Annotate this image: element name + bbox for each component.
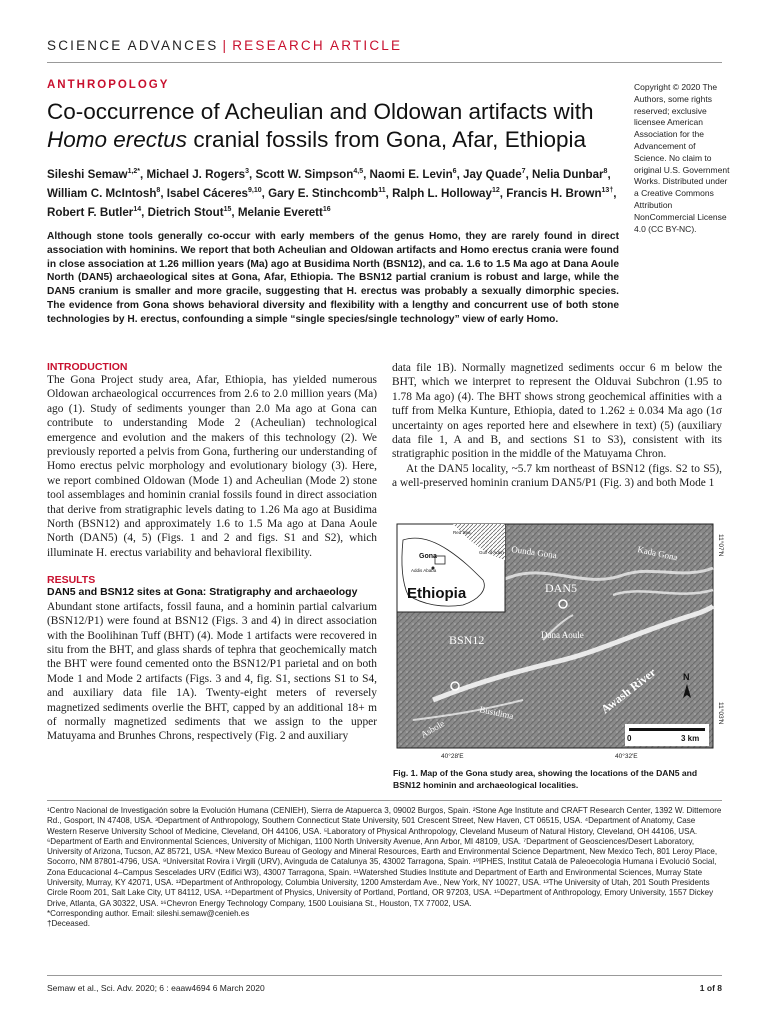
author-name: Dietrich Stout$^{15}$ — [147, 205, 232, 219]
results-subheading: DAN5 and BSN12 sites at Gona: Stratigraphy and archaeology — [47, 586, 358, 599]
author-affiliation-sup: 8 — [603, 168, 608, 175]
author-affiliation-sup: 8 — [156, 186, 161, 194]
page-footer — [47, 983, 722, 993]
author-affiliation-sup: 14 — [133, 205, 142, 213]
section-label: ANTHROPOLOGY — [47, 79, 170, 91]
header-separator: | — [222, 38, 229, 53]
author-name: Francis H. Brown$^{13\dagger}$ — [506, 186, 614, 200]
lat-label-2: 11°03′N — [717, 702, 724, 725]
author-affiliation-sup: 1,2* — [127, 168, 141, 175]
caption-label: Fig. 1. — [393, 768, 418, 778]
author-name: Michael J. Rogers$^3$ — [146, 167, 249, 181]
journal-name: SCIENCE ADVANCES — [47, 38, 219, 53]
author-affiliation-sup: 6 — [452, 168, 457, 175]
col2-para-2: At the DAN5 locality, ~5.7 km northeast of BSN12 (figs. S2 to S5), a well-preserved hominin cranium DAN5/P1 (Fig. 3) and both Mode 1 — [392, 462, 722, 490]
kada-gona-label: Kada Gona — [636, 544, 679, 563]
title-line-2: cranial fossils from Gona, Afar, Ethiopia — [187, 127, 586, 152]
copyright-notice: Copyright © 2020 The Authors, some rights reserved; exclusive licensee American Association for the Advancement of Science. No claim to original U.S. Government Works. Distributed under a Creative Commons Attribution NonCommercial License 4.0 (CC BY-NC). — [634, 82, 730, 234]
red-sea-label: Red Sea — [453, 530, 471, 535]
gona-inset-label: Gona — [419, 553, 437, 560]
busidima-label: Busidima — [478, 704, 515, 722]
header-rule — [47, 62, 722, 63]
results-heading: RESULTS — [47, 574, 96, 587]
corresponding-author: *Corresponding author. Email: sileshi.semaw@cenieh.es — [47, 908, 250, 918]
asbole-label: Asbole — [419, 718, 447, 740]
intro-text: The Gona Project study area, Afar, Ethiopia, has yielded numerous Oldowan archaeological occurrences from 2.6 to 2.0 million years (Ma) ago (1). Study of sediments younger than 2.0 Ma ago at Gona can contribute to understanding Mode 2 (Acheulian) technological emergence and evolution and the makers of this technology (2). We previously reported a pelvis from Gona, furthering our understanding of Homo erectus pelvic morphology and evolutionary biology (3). Here, we report combined Oldowan (Mode 1) and Acheulian (Mode 2) stone tool assemblages and hominin cranial fossils found in direct association that derive from stratigraphic levels dating to 1.26 Ma ago at Busidima North (BSN12) and approximately 1.6 to 1.5 Ma ago at Dana Aoule North (DAN5) (4, 5) (Figs. 1 and 2 and figs. S1 and S2), which illuminate H. erectus variability and behavioral flexibility. — [47, 374, 377, 559]
author-name: Naomi E. Levin$^6$ — [369, 167, 457, 181]
affiliation-rule — [47, 800, 722, 801]
results-text: Abundant stone artifacts, fossil fauna, and a hominin partial calvarium (BSN12/P1) were found at BSN12 (Figs. 3 and 4) in direct association with the Boolihinan Tuff (BHT) (4). Mode 1 artifacts were recovered in situ from the BHT, and glass shards of tephra that geochemically match the BHT were found cemented onto the BSN12/P1 parietal and on both Mode 1 and Mode 2 artifacts (Figs. 3 and 4, fig. S1, sections S1 to S4, and auxiliary data file 1A). Twenty-eight meters of reversely magnetized sediments overlie the BHT, capped by an additional 18+ m of normally magnetized sediments that we assign to the upper Matuyama and Brunhes Chrons, respectively (Fig. 2 and auxiliary — [47, 600, 377, 743]
lon-label-1: 40°28′E — [441, 753, 464, 760]
lon-label-2: 40°32′E — [615, 753, 638, 760]
footer-citation: Semaw et al., Sci. Adv. 2020; 6 : eaaw4694 6 March 2020 — [47, 983, 265, 993]
gulf-label: Gulf of Aden — [479, 550, 504, 555]
author-name: Gary E. Stinchcomb$^{11}$ — [268, 186, 386, 200]
page-number: 1 of 8 — [699, 983, 722, 993]
author-name: Robert F. Butler$^{14}$ — [47, 205, 142, 219]
author-name: Nelia Dunbar$^8$ — [532, 167, 608, 181]
dana-aoule-label: Dana Aoule — [541, 630, 584, 640]
col2-para-1: data file 1B). Normally magnetized sediments occur 6 m below the BHT, which we interpret to represent the Olduvai Subchron (1.95 to 1.78 Ma ago) (4). The BHT shows strong geochemical affinities with a tuff from Melka Kunture, Ethiopia, dated to 1.262 ± 0.034 Ma ago (1σ uncertainty on ages reported here and elsewhere in text) (5) (auxiliary data file 1, A and B, and sections S1 to S3), consistent with its stratigraphic position in the middle of the Matuyama Chron. — [392, 362, 722, 461]
author-affiliation-sup: 16 — [322, 205, 331, 213]
affiliations-block — [47, 806, 722, 930]
author-affiliation-sup: 15 — [223, 205, 232, 213]
journal-header — [47, 38, 402, 53]
affiliations-text: ¹Centro Nacional de Investigación sobre la Evolución Humana (CENIEH), Sierra de Atapuerca 3, 09002 Burgos, Spain. ²Stone Age Institute and CRAFT Research Center, 1392 W. Dittemore Rd., Gosport, IN 47408, USA. ³Department of Anthropology, Southern Connecticut State University, 501 Crescent Street, New Haven, CT 06515, USA. ⁴Department of Anatomy, Case Western Reserve University School of Medicine, Cleveland, OH 44106, USA. ⁵Laboratory of Physical Anthropology, Cleveland Museum of Natural History, Cleveland, OH 44106, USA. ⁶Department of Earth and Environmental Sciences, University of Michigan, 1100 North University Avenue, Ann Arbor, MI 48109, USA. ⁷Department of Geosciences/Desert Laboratory, University of Arizona, Tucson, AZ 85721, USA. ⁸New Mexico Bureau of Geology and Mineral Resources, Earth and Environmental Science Department, New Mexico Tech, 801 Leroy Place, Socorro, NM 87801-4796, USA. ⁹Universitat Rovira i Virgili (URV), Avinguda de Catalunya 35, 43002 Tarragona, Spain. ¹⁰IPHES, Institut Català de Paleoecologia Humana i Evolució Social, Zona Educacional 4–Campus Sescelades URV (Edifici W3), 43007 Tarragona, Spain. ¹¹Watershed Studies Institute and Department of Earth and Environmental Sciences, Murray State University, Murray, KY 42071, USA. ¹²Department of Anthropology, Columbia University, 1200 Amsterdam Ave., New York, NY 10027, USA. ¹³The University of Utah, 201 South Presidents Circle Room 201, Salt Lake City, UT 84112, USA. ¹⁴Department of Physics, University of Portland, Portland, OR 97203, USA. ¹⁵Department of Anthropology, Emory University, 1557 Dickey Drive, Atlanta, GA 30322, USA. ¹⁶Chevron Energy Technology Company, 1500 Louisiana St., Houston, TX 77002, USA. — [47, 806, 722, 908]
column-left — [47, 361, 377, 744]
author-name: Scott W. Simpson$^{4,5}$ — [255, 167, 364, 181]
author-name: Sileshi Semaw$^{1,2*}$ — [47, 167, 141, 181]
author-name: William C. McIntosh$^8$ — [47, 186, 161, 200]
author-name: Ralph L. Holloway$^{12}$ — [392, 186, 500, 200]
author-affiliation-sup: 9,10 — [247, 186, 262, 194]
north-label: N — [683, 672, 690, 682]
bsn12-label: BSN12 — [449, 633, 485, 647]
author-affiliation-sup: 13† — [601, 186, 614, 194]
scale-zero: 0 — [627, 734, 632, 743]
ounda-gona-label: Ounda Gona — [510, 544, 558, 561]
deceased-note: †Deceased. — [47, 919, 90, 929]
author-name: Jay Quade$^7$ — [463, 167, 526, 181]
author-affiliation-sup: 3 — [245, 168, 249, 175]
caption-text: Map of the Gona study area, showing the locations of the DAN5 and BSN12 hominin and archaeological localities. — [393, 768, 698, 790]
author-affiliation-sup: 11 — [378, 186, 386, 194]
footer-rule — [47, 975, 722, 976]
author-affiliation-sup: 4,5 — [353, 168, 364, 175]
figure-caption — [393, 768, 723, 791]
column-right — [392, 361, 722, 491]
intro-heading: INTRODUCTION — [47, 361, 128, 373]
lat-label-1: 11°07′N — [717, 534, 724, 557]
author-name: Isabel Cáceres$^{9,10}$ — [166, 186, 262, 200]
dan5-label: DAN5 — [545, 581, 577, 595]
article-type: RESEARCH ARTICLE — [232, 38, 403, 53]
ethiopia-label: Ethiopia — [407, 585, 467, 602]
author-list: Sileshi Semaw$^{1,2*}$, Michael J. Rogers$^3$, Scott W. Simpson$^{4,5}$, Naomi E. Levin$^6$, Jay Quade$^7$, Nelia Dunbar$^8$, William C. McIntosh$^8$, Isabel Cáceres$^{9,10}$, Gary E. Stinchcomb$^{11}$, Ralph L. Holloway$^{12}$, Francis H. Brown$^{13\dagger}$, Robert F. Butler$^{14}$, Dietrich Stout$^{15}$, Melanie Everett$^{16}$ — [47, 167, 617, 219]
title-line-1: Co-occurrence of Acheulian and Oldowan artifacts with — [47, 99, 594, 124]
title-italic: Homo erectus — [47, 127, 188, 152]
awash-river-label: Awash River — [598, 665, 659, 717]
author-affiliation-sup: 12 — [491, 186, 500, 194]
abstract: Although stone tools generally co-occur with early members of the genus Homo, they are rarely found in direct association with hominins. We report that both Acheulian and Oldowan artifacts and Homo erectus crania were found in close association at 1.26 million years (Ma) ago at Busidima North (BSN12), and ca. 1.6 to 1.5 Ma ago at Dana Aoule North (DAN5) archaeological sites at Gona, Afar, Ethiopia. The BSN12 partial cranium is robust and large, while the DAN5 cranium is smaller and more gracile, suggesting that H. erectus was probably a sexually dimorphic species. The evidence from Gona shows behavioral diversity and flexibility with a lengthy and concurrent use of both stone technologies by H. erectus, confounding a simple “single species/single technology” view of early Homo. — [47, 231, 619, 325]
scale-bar — [625, 724, 709, 746]
ethiopia-inset — [397, 524, 505, 612]
addis-label: Addis Ababa — [411, 568, 437, 573]
author-affiliation-sup: 7 — [521, 168, 526, 175]
gona-map-figure — [393, 520, 723, 760]
scale-3km: 3 km — [681, 734, 700, 743]
article-title — [47, 98, 617, 154]
author-name: Melanie Everett$^{16}$ — [237, 205, 331, 219]
